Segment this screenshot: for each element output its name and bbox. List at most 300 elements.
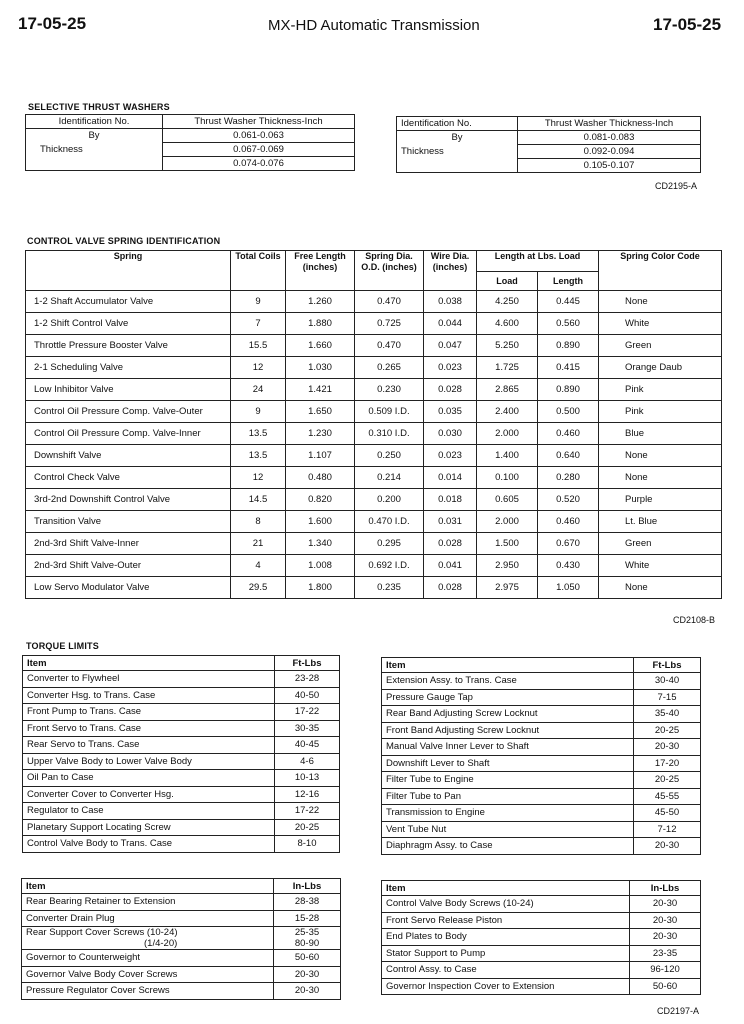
col-identification: Identification No. xyxy=(26,115,163,129)
item-label: Stator Support to Pump xyxy=(386,947,486,959)
value-cell xyxy=(275,803,340,820)
item-cell xyxy=(23,737,275,754)
total-coils: 7 xyxy=(231,313,286,335)
load-value: 1.725 xyxy=(477,357,538,379)
table-row xyxy=(23,803,340,820)
item-cell xyxy=(382,706,634,723)
table-row xyxy=(26,577,722,599)
table-row xyxy=(397,159,701,173)
item-cell xyxy=(382,673,634,690)
torque-value: 96-120 xyxy=(650,964,680,976)
value-cell xyxy=(274,894,341,911)
col-item: Item xyxy=(382,658,634,673)
table-row xyxy=(382,912,701,929)
wire-dia: 0.023 xyxy=(424,357,477,379)
value-cell xyxy=(275,720,340,737)
value-cell xyxy=(275,770,340,787)
spring-dia: 0.295 xyxy=(355,533,424,555)
spring-dia: 0.230 xyxy=(355,379,424,401)
spring-dia: 0.470 xyxy=(355,291,424,313)
item-label: Front Pump to Trans. Case xyxy=(27,706,142,718)
torque-value: 30-40 xyxy=(654,675,680,687)
wire-dia: 0.030 xyxy=(424,423,477,445)
torque-value: 17-22 xyxy=(294,805,320,817)
item-label: Upper Valve Body to Lower Valve Body xyxy=(27,755,192,767)
torque-value: 28-38 xyxy=(294,896,320,908)
load-value: 2.975 xyxy=(477,577,538,599)
length-value: 0.640 xyxy=(538,445,599,467)
id-by: By xyxy=(397,131,518,145)
value-cell xyxy=(275,704,340,721)
item-label: Filter Tube to Pan xyxy=(386,790,461,802)
length-value: 0.445 xyxy=(538,291,599,313)
length-value: 0.280 xyxy=(538,467,599,489)
torque-value: 25-35 xyxy=(294,927,320,938)
free-length: 1.660 xyxy=(286,335,355,357)
spring-dia: 0.235 xyxy=(355,577,424,599)
value-cell xyxy=(634,673,701,690)
color-code: Lt. Blue xyxy=(599,511,722,533)
table-header-row xyxy=(382,881,701,896)
torque-table-body xyxy=(382,896,701,995)
table-row xyxy=(26,143,355,157)
thickness-value: 0.092-0.094 xyxy=(518,145,701,159)
spring-dia: 0.509 I.D. xyxy=(355,401,424,423)
item-label: Regulator to Case xyxy=(27,805,104,817)
value-cell xyxy=(634,838,701,855)
wire-dia: 0.018 xyxy=(424,489,477,511)
table-row xyxy=(26,335,722,357)
color-code: None xyxy=(599,445,722,467)
value-cell xyxy=(275,819,340,836)
col-total-coils: Total Coils xyxy=(231,251,286,291)
col-ft-lbs: Ft-Lbs xyxy=(275,656,340,671)
table-row xyxy=(22,983,341,1000)
spring-dia: 0.692 I.D. xyxy=(355,555,424,577)
value-cell xyxy=(634,788,701,805)
length-value: 0.890 xyxy=(538,335,599,357)
table-row xyxy=(23,753,340,770)
table-header-row xyxy=(26,251,722,272)
spring-table-body xyxy=(26,291,722,599)
table-header-row xyxy=(26,115,355,129)
item-label: Converter Hsg. to Trans. Case xyxy=(27,689,156,701)
torque-value: 17-22 xyxy=(294,706,320,718)
item-label: Rear Support Cover Screws (10-24) xyxy=(26,927,178,938)
torque-value: 20-30 xyxy=(652,931,678,943)
spring-dia: 0.200 xyxy=(355,489,424,511)
table-row xyxy=(22,894,341,911)
item-label: Front Band Adjusting Screw Locknut xyxy=(386,724,540,736)
value-cell xyxy=(274,910,341,927)
spring-dia: 0.250 xyxy=(355,445,424,467)
total-coils: 29.5 xyxy=(231,577,286,599)
torque-value: 50-60 xyxy=(294,952,320,964)
spring-dia: 0.214 xyxy=(355,467,424,489)
table-row xyxy=(23,819,340,836)
free-length: 1.600 xyxy=(286,511,355,533)
free-length: 1.230 xyxy=(286,423,355,445)
load-value: 2.865 xyxy=(477,379,538,401)
thrust-washers-title: SELECTIVE THRUST WASHERS xyxy=(28,102,170,112)
spring-table xyxy=(25,250,722,599)
item-label: Front Servo to Trans. Case xyxy=(27,722,142,734)
spring-dia: 0.470 I.D. xyxy=(355,511,424,533)
item-cell xyxy=(382,722,634,739)
table-row xyxy=(382,673,701,690)
spring-name: Control Oil Pressure Comp. Valve-Inner xyxy=(26,423,231,445)
table-row xyxy=(26,533,722,555)
col-wire-dia: Wire Dia. (inches) xyxy=(424,251,477,291)
spring-name: Control Check Valve xyxy=(26,467,231,489)
item-cell xyxy=(23,704,275,721)
torque-value: 20-30 xyxy=(294,985,320,997)
col-color-code: Spring Color Code xyxy=(599,251,722,291)
load-value: 5.250 xyxy=(477,335,538,357)
free-length: 1.107 xyxy=(286,445,355,467)
torque-ft-table-right xyxy=(381,657,701,855)
thickness-value: 0.061-0.063 xyxy=(163,129,355,143)
item-label: Control Valve Body to Trans. Case xyxy=(27,838,173,850)
value-cell xyxy=(630,929,701,946)
color-code: Pink xyxy=(599,401,722,423)
item-label-secondary: (1/4-20) xyxy=(144,938,178,949)
table-row xyxy=(26,511,722,533)
wire-dia: 0.041 xyxy=(424,555,477,577)
item-label: Diaphragm Assy. to Case xyxy=(386,840,493,852)
length-value: 0.890 xyxy=(538,379,599,401)
total-coils: 12 xyxy=(231,467,286,489)
table-row xyxy=(26,555,722,577)
table-row xyxy=(23,704,340,721)
col-item: Item xyxy=(23,656,275,671)
torque-value: 45-55 xyxy=(654,790,680,802)
load-value: 4.600 xyxy=(477,313,538,335)
page-number-right: 17-05-25 xyxy=(653,15,722,34)
length-value: 0.500 xyxy=(538,401,599,423)
item-cell xyxy=(22,894,274,911)
table-header-row xyxy=(22,879,341,894)
load-value: 4.250 xyxy=(477,291,538,313)
value-cell xyxy=(630,978,701,995)
torque-table-body xyxy=(23,671,340,853)
total-coils: 13.5 xyxy=(231,423,286,445)
thrust-washer-table-right xyxy=(396,116,701,173)
free-length: 1.008 xyxy=(286,555,355,577)
item-label: Governor Valve Body Cover Screws xyxy=(26,968,178,980)
item-label: Filter Tube to Engine xyxy=(386,774,474,786)
spring-dia: 0.470 xyxy=(355,335,424,357)
value-cell xyxy=(274,950,341,967)
item-label: Converter Drain Plug xyxy=(26,912,115,924)
length-value: 1.050 xyxy=(538,577,599,599)
torque-value: 7-12 xyxy=(657,823,677,835)
table-row xyxy=(382,929,701,946)
col-identification: Identification No. xyxy=(397,117,518,131)
col-load: Load xyxy=(477,272,538,291)
torque-value: 10-13 xyxy=(294,772,320,784)
figure-code: CD2108-B xyxy=(673,615,716,625)
wire-dia: 0.028 xyxy=(424,577,477,599)
free-length: 0.480 xyxy=(286,467,355,489)
item-cell xyxy=(23,753,275,770)
item-label: End Plates to Body xyxy=(386,931,467,943)
torque-value: 20-25 xyxy=(294,821,320,833)
load-value: 0.605 xyxy=(477,489,538,511)
item-cell xyxy=(23,770,275,787)
spring-name: 2nd-3rd Shift Valve-Outer xyxy=(26,555,231,577)
load-value: 2.000 xyxy=(477,423,538,445)
free-length: 1.340 xyxy=(286,533,355,555)
free-length: 1.880 xyxy=(286,313,355,335)
value-cell xyxy=(275,786,340,803)
value-cell xyxy=(274,966,341,983)
col-in-lbs: In-Lbs xyxy=(630,881,701,896)
table-row xyxy=(23,720,340,737)
table-row xyxy=(382,739,701,756)
spring-dia: 0.265 xyxy=(355,357,424,379)
value-cell xyxy=(630,912,701,929)
item-label: Governor Inspection Cover to Extension xyxy=(386,980,555,992)
value-cell xyxy=(275,753,340,770)
length-value: 0.430 xyxy=(538,555,599,577)
item-cell xyxy=(382,755,634,772)
total-coils: 9 xyxy=(231,291,286,313)
table-row xyxy=(382,788,701,805)
figure-code: CD2195-A xyxy=(655,181,698,191)
torque-title: TORQUE LIMITS xyxy=(26,641,99,651)
col-thickness: Thrust Washer Thickness-Inch xyxy=(163,115,355,129)
item-cell xyxy=(23,671,275,688)
item-label: Transmission to Engine xyxy=(386,807,485,819)
table-row xyxy=(382,706,701,723)
item-label: Governor to Counterweight xyxy=(26,952,141,964)
thickness-value: 0.074-0.076 xyxy=(163,157,355,171)
table-row xyxy=(26,291,722,313)
table-row xyxy=(397,145,701,159)
value-cell xyxy=(275,836,340,853)
torque-in-table-right xyxy=(381,880,701,995)
table-header-row xyxy=(382,658,701,673)
length-value: 0.670 xyxy=(538,533,599,555)
torque-value: 20-25 xyxy=(654,724,680,736)
value-cell xyxy=(634,689,701,706)
color-code: Blue xyxy=(599,423,722,445)
wire-dia: 0.014 xyxy=(424,467,477,489)
wire-dia: 0.028 xyxy=(424,533,477,555)
table-row xyxy=(26,401,722,423)
torque-table-body xyxy=(22,894,341,1000)
table-row xyxy=(23,671,340,688)
item-label: Rear Bearing Retainer to Extension xyxy=(26,896,176,908)
total-coils: 9 xyxy=(231,401,286,423)
torque-value-secondary: 80-90 xyxy=(294,938,320,949)
item-label: Manual Valve Inner Lever to Shaft xyxy=(386,741,529,753)
table-row xyxy=(382,722,701,739)
value-cell xyxy=(634,821,701,838)
table-row xyxy=(26,445,722,467)
torque-value: 20-25 xyxy=(654,774,680,786)
item-label: Extension Assy. to Trans. Case xyxy=(386,675,517,687)
load-value: 2.950 xyxy=(477,555,538,577)
torque-value: 23-35 xyxy=(652,947,678,959)
table-row xyxy=(26,357,722,379)
thickness-value: 0.105-0.107 xyxy=(518,159,701,173)
item-cell xyxy=(23,819,275,836)
free-length: 1.421 xyxy=(286,379,355,401)
table-row xyxy=(382,772,701,789)
item-cell xyxy=(23,720,275,737)
spring-name: Downshift Valve xyxy=(26,445,231,467)
torque-value: 15-28 xyxy=(294,912,320,924)
item-cell xyxy=(382,929,630,946)
value-cell xyxy=(634,722,701,739)
length-value: 0.520 xyxy=(538,489,599,511)
item-cell xyxy=(23,687,275,704)
spring-name: 1-2 Shift Control Valve xyxy=(26,313,231,335)
color-code: None xyxy=(599,291,722,313)
spring-name: Control Oil Pressure Comp. Valve-Outer xyxy=(26,401,231,423)
col-free-length: Free Length (inches) xyxy=(286,251,355,291)
item-label: Vent Tube Nut xyxy=(386,823,447,835)
item-cell xyxy=(23,836,275,853)
col-in-lbs: In-Lbs xyxy=(274,879,341,894)
table-row xyxy=(26,489,722,511)
torque-value: 20-30 xyxy=(654,840,680,852)
length-value: 0.460 xyxy=(538,511,599,533)
free-length: 1.800 xyxy=(286,577,355,599)
torque-value: 40-45 xyxy=(294,739,320,751)
col-thickness: Thrust Washer Thickness-Inch xyxy=(518,117,701,131)
torque-value: 35-40 xyxy=(654,708,680,720)
item-label: Converter Cover to Converter Hsg. xyxy=(27,788,174,800)
value-cell xyxy=(630,962,701,979)
total-coils: 4 xyxy=(231,555,286,577)
free-length: 1.260 xyxy=(286,291,355,313)
table-row xyxy=(23,687,340,704)
item-label: Rear Band Adjusting Screw Locknut xyxy=(386,708,538,720)
page-number-left: 17-05-25 xyxy=(18,14,87,33)
item-cell xyxy=(382,896,630,913)
page-title: MX-HD Automatic Transmission xyxy=(268,17,480,34)
table-row xyxy=(382,805,701,822)
table-row xyxy=(26,313,722,335)
total-coils: 13.5 xyxy=(231,445,286,467)
spring-name: 1-2 Shaft Accumulator Valve xyxy=(26,291,231,313)
length-value: 0.460 xyxy=(538,423,599,445)
item-cell xyxy=(23,803,275,820)
torque-value: 20-30 xyxy=(652,898,678,910)
table-row xyxy=(23,836,340,853)
table-row xyxy=(382,978,701,995)
torque-value: 40-50 xyxy=(294,689,320,701)
load-value: 1.500 xyxy=(477,533,538,555)
color-code: Pink xyxy=(599,379,722,401)
item-cell xyxy=(382,772,634,789)
wire-dia: 0.023 xyxy=(424,445,477,467)
table-row xyxy=(23,786,340,803)
length-value: 0.560 xyxy=(538,313,599,335)
item-cell xyxy=(22,910,274,927)
item-cell xyxy=(382,838,634,855)
table-row xyxy=(382,821,701,838)
item-cell xyxy=(382,821,634,838)
item-label: Control Valve Body Screws (10-24) xyxy=(386,898,534,910)
wire-dia: 0.047 xyxy=(424,335,477,357)
table-row xyxy=(382,755,701,772)
wire-dia: 0.044 xyxy=(424,313,477,335)
table-row xyxy=(22,950,341,967)
col-spring: Spring xyxy=(26,251,231,291)
item-cell xyxy=(382,805,634,822)
torque-value: 20-30 xyxy=(294,968,320,980)
load-value: 2.400 xyxy=(477,401,538,423)
total-coils: 21 xyxy=(231,533,286,555)
value-cell xyxy=(275,671,340,688)
item-cell xyxy=(22,966,274,983)
color-code: Orange Daub xyxy=(599,357,722,379)
spring-name: 3rd-2nd Downshift Control Valve xyxy=(26,489,231,511)
spring-name: 2-1 Scheduling Valve xyxy=(26,357,231,379)
table-row xyxy=(26,467,722,489)
table-row xyxy=(26,129,355,143)
value-cell xyxy=(630,896,701,913)
wire-dia: 0.038 xyxy=(424,291,477,313)
item-label: Front Servo Release Piston xyxy=(386,914,503,926)
torque-value: 20-30 xyxy=(652,914,678,926)
item-cell xyxy=(382,689,634,706)
table-row xyxy=(382,689,701,706)
item-cell xyxy=(382,912,630,929)
springs-title: CONTROL VALVE SPRING IDENTIFICATION xyxy=(27,236,221,246)
id-thickness: Thickness xyxy=(397,145,518,159)
color-code: Green xyxy=(599,533,722,555)
id-thickness: Thickness xyxy=(26,143,163,157)
torque-in-table-left xyxy=(21,878,341,1000)
torque-value: 30-35 xyxy=(294,722,320,734)
item-label: Control Assy. to Case xyxy=(386,964,477,976)
wire-dia: 0.031 xyxy=(424,511,477,533)
item-cell xyxy=(382,739,634,756)
table-row xyxy=(382,896,701,913)
spring-name: 2nd-3rd Shift Valve-Inner xyxy=(26,533,231,555)
item-label: Oil Pan to Case xyxy=(27,772,94,784)
torque-value: 20-30 xyxy=(654,741,680,753)
torque-value: 17-20 xyxy=(654,757,680,769)
empty-cell xyxy=(397,159,518,173)
item-cell xyxy=(23,786,275,803)
total-coils: 8 xyxy=(231,511,286,533)
value-cell xyxy=(634,739,701,756)
total-coils: 12 xyxy=(231,357,286,379)
table-row xyxy=(382,945,701,962)
spring-dia: 0.310 I.D. xyxy=(355,423,424,445)
spring-dia: 0.725 xyxy=(355,313,424,335)
value-cell xyxy=(275,737,340,754)
load-value: 2.000 xyxy=(477,511,538,533)
col-length: Length xyxy=(538,272,599,291)
item-cell xyxy=(382,978,630,995)
total-coils: 24 xyxy=(231,379,286,401)
item-label: Pressure Gauge Tap xyxy=(386,691,473,703)
item-label: Rear Servo to Trans. Case xyxy=(27,739,140,751)
color-code: White xyxy=(599,313,722,335)
torque-value: 7-15 xyxy=(657,691,677,703)
thrust-washer-table-left xyxy=(25,114,355,171)
item-cell xyxy=(22,950,274,967)
item-cell xyxy=(382,945,630,962)
col-length-load: Length at Lbs. Load xyxy=(477,251,599,272)
